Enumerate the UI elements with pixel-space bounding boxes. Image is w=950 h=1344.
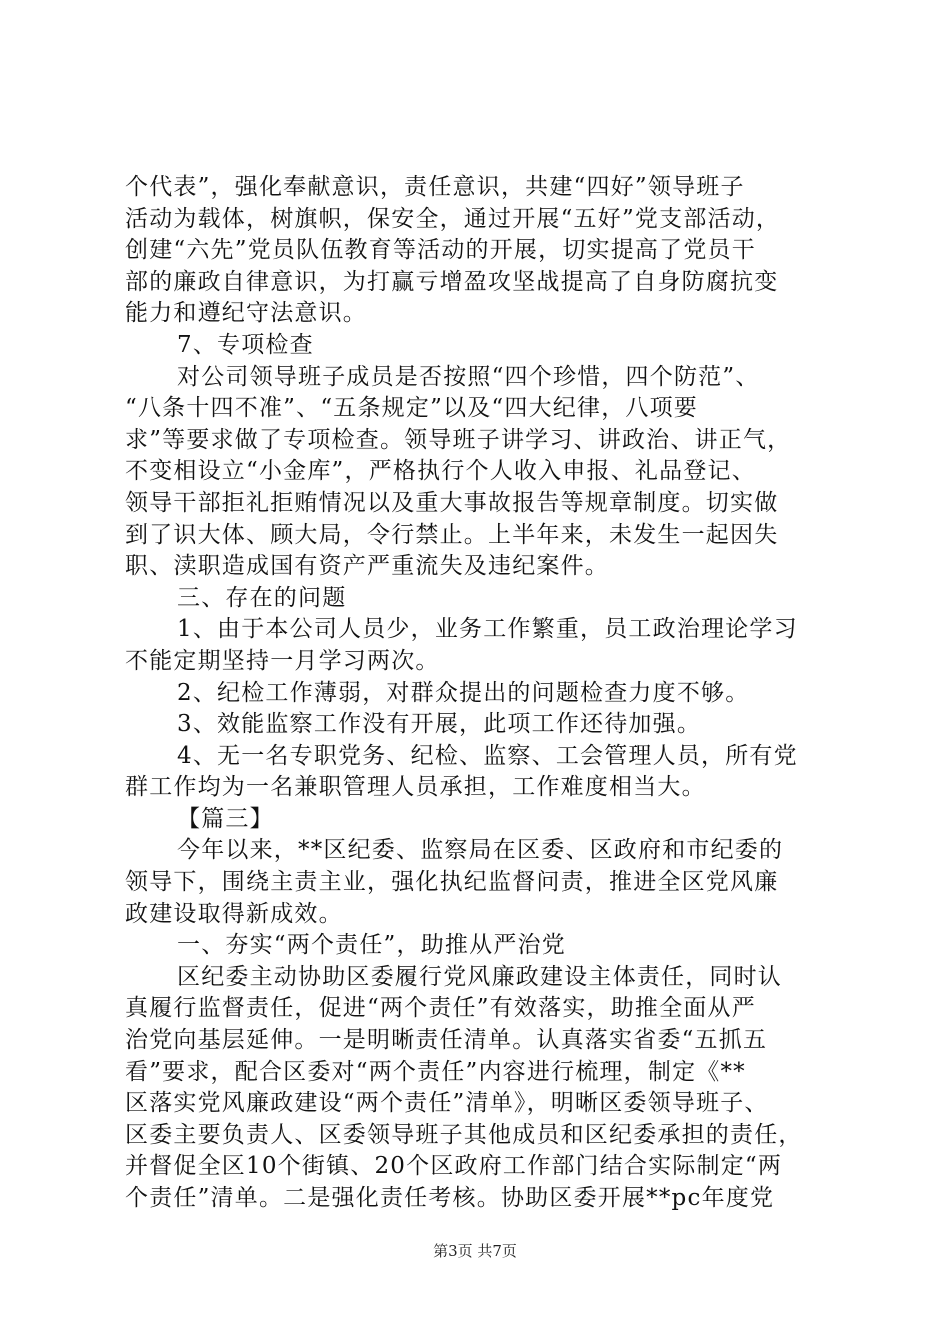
chapter-heading: 【篇三】 xyxy=(177,805,274,832)
text-line: 今年以来，**区纪委、监察局在区委、区政府和市纪委的 xyxy=(177,837,784,864)
text-line: 2、纪检工作薄弱，对群众提出的问题检查力度不够。 xyxy=(177,679,750,706)
page-footer xyxy=(0,1240,950,1261)
text-line: 个代表”，强化奉献意识，责任意识，共建“四好”领导班子 xyxy=(125,174,745,200)
section-heading: 三、存在的问题 xyxy=(177,584,347,611)
text-line: 部的廉政自律意识，为打赢亏增盈攻坚战提高了自身防腐抗变 xyxy=(125,268,779,295)
text-line: 不变相设立“小金库”，严格执行个人收入申报、礼品登记、 xyxy=(125,458,756,485)
text-line: 求”等要求做了专项检查。领导班子讲学习、讲政治、讲正气， xyxy=(125,426,792,453)
text-line: 个责任”清单。二是强化责任考核。协助区委开展**pc年度党 xyxy=(125,1185,775,1211)
text-line: 区委主要负责人、区委领导班子其他成员和区纪委承担的责任， xyxy=(125,1121,803,1148)
text-line: 创建“六先”党员队伍教育等活动的开展，切实提高了党员干 xyxy=(125,237,756,264)
text-line: 政建设取得新成效。 xyxy=(125,900,343,927)
text-line: 看”要求，配合区委对“两个责任”内容进行梳理，制定《** xyxy=(125,1058,746,1085)
section-heading: 7、专项检查 xyxy=(177,331,314,358)
text-line: 到了识大体、顾大局，令行禁止。上半年来，未发生一起因失 xyxy=(125,521,779,548)
document-body xyxy=(125,172,845,1215)
page-number: 第3页 共7页 xyxy=(433,1242,517,1260)
text-line: 能力和遵纪守法意识。 xyxy=(125,300,367,327)
text-line: 对公司领导班子成员是否按照“四个珍惜，四个防范”、 xyxy=(177,363,760,390)
text-line: 职、渎职造成国有资产严重流失及违纪案件。 xyxy=(125,553,609,580)
text-line: 1、由于本公司人员少，业务工作繁重，员工政治理论学习 xyxy=(177,616,798,643)
text-line: 群工作均为一名兼职管理人员承担，工作难度相当大。 xyxy=(125,774,706,801)
text-line: 4、无一名专职党务、纪检、监察、工会管理人员，所有党 xyxy=(177,742,798,769)
text-line: 3、效能监察工作没有开展，此项工作还待加强。 xyxy=(177,711,702,738)
section-heading: 一、夯实“两个责任”，助推从严治党 xyxy=(177,932,566,959)
text-line: 领导下，围绕主责主业，强化执纪监督问责，推进全区党风廉 xyxy=(125,869,779,896)
text-line: “八条十四不准”、“五条规定”以及“四大纪律，八项要 xyxy=(125,395,698,422)
text-line: 并督促全区10个街镇、20个区政府工作部门结合实际制定“两 xyxy=(125,1153,783,1180)
text-line: 治党向基层延伸。一是明晰责任清单。认真落实省委“五抓五 xyxy=(125,1027,768,1054)
text-line: 区纪委主动协助区委履行党风廉政建设主体责任，同时认 xyxy=(177,963,782,990)
text-line: 领导干部拒礼拒贿情况以及重大事故报告等规章制度。切实做 xyxy=(125,489,779,516)
text-line: 区落实党风廉政建设“两个责任”清单》，明晰区委领导班子、 xyxy=(125,1090,769,1117)
text-line: 活动为载体，树旗帜，保安全，通过开展“五好”党支部活动， xyxy=(125,205,781,232)
text-line: 不能定期坚持一月学习两次。 xyxy=(125,647,440,674)
text-line: 真履行监督责任，促进“两个责任”有效落实，助推全面从严 xyxy=(125,995,756,1022)
